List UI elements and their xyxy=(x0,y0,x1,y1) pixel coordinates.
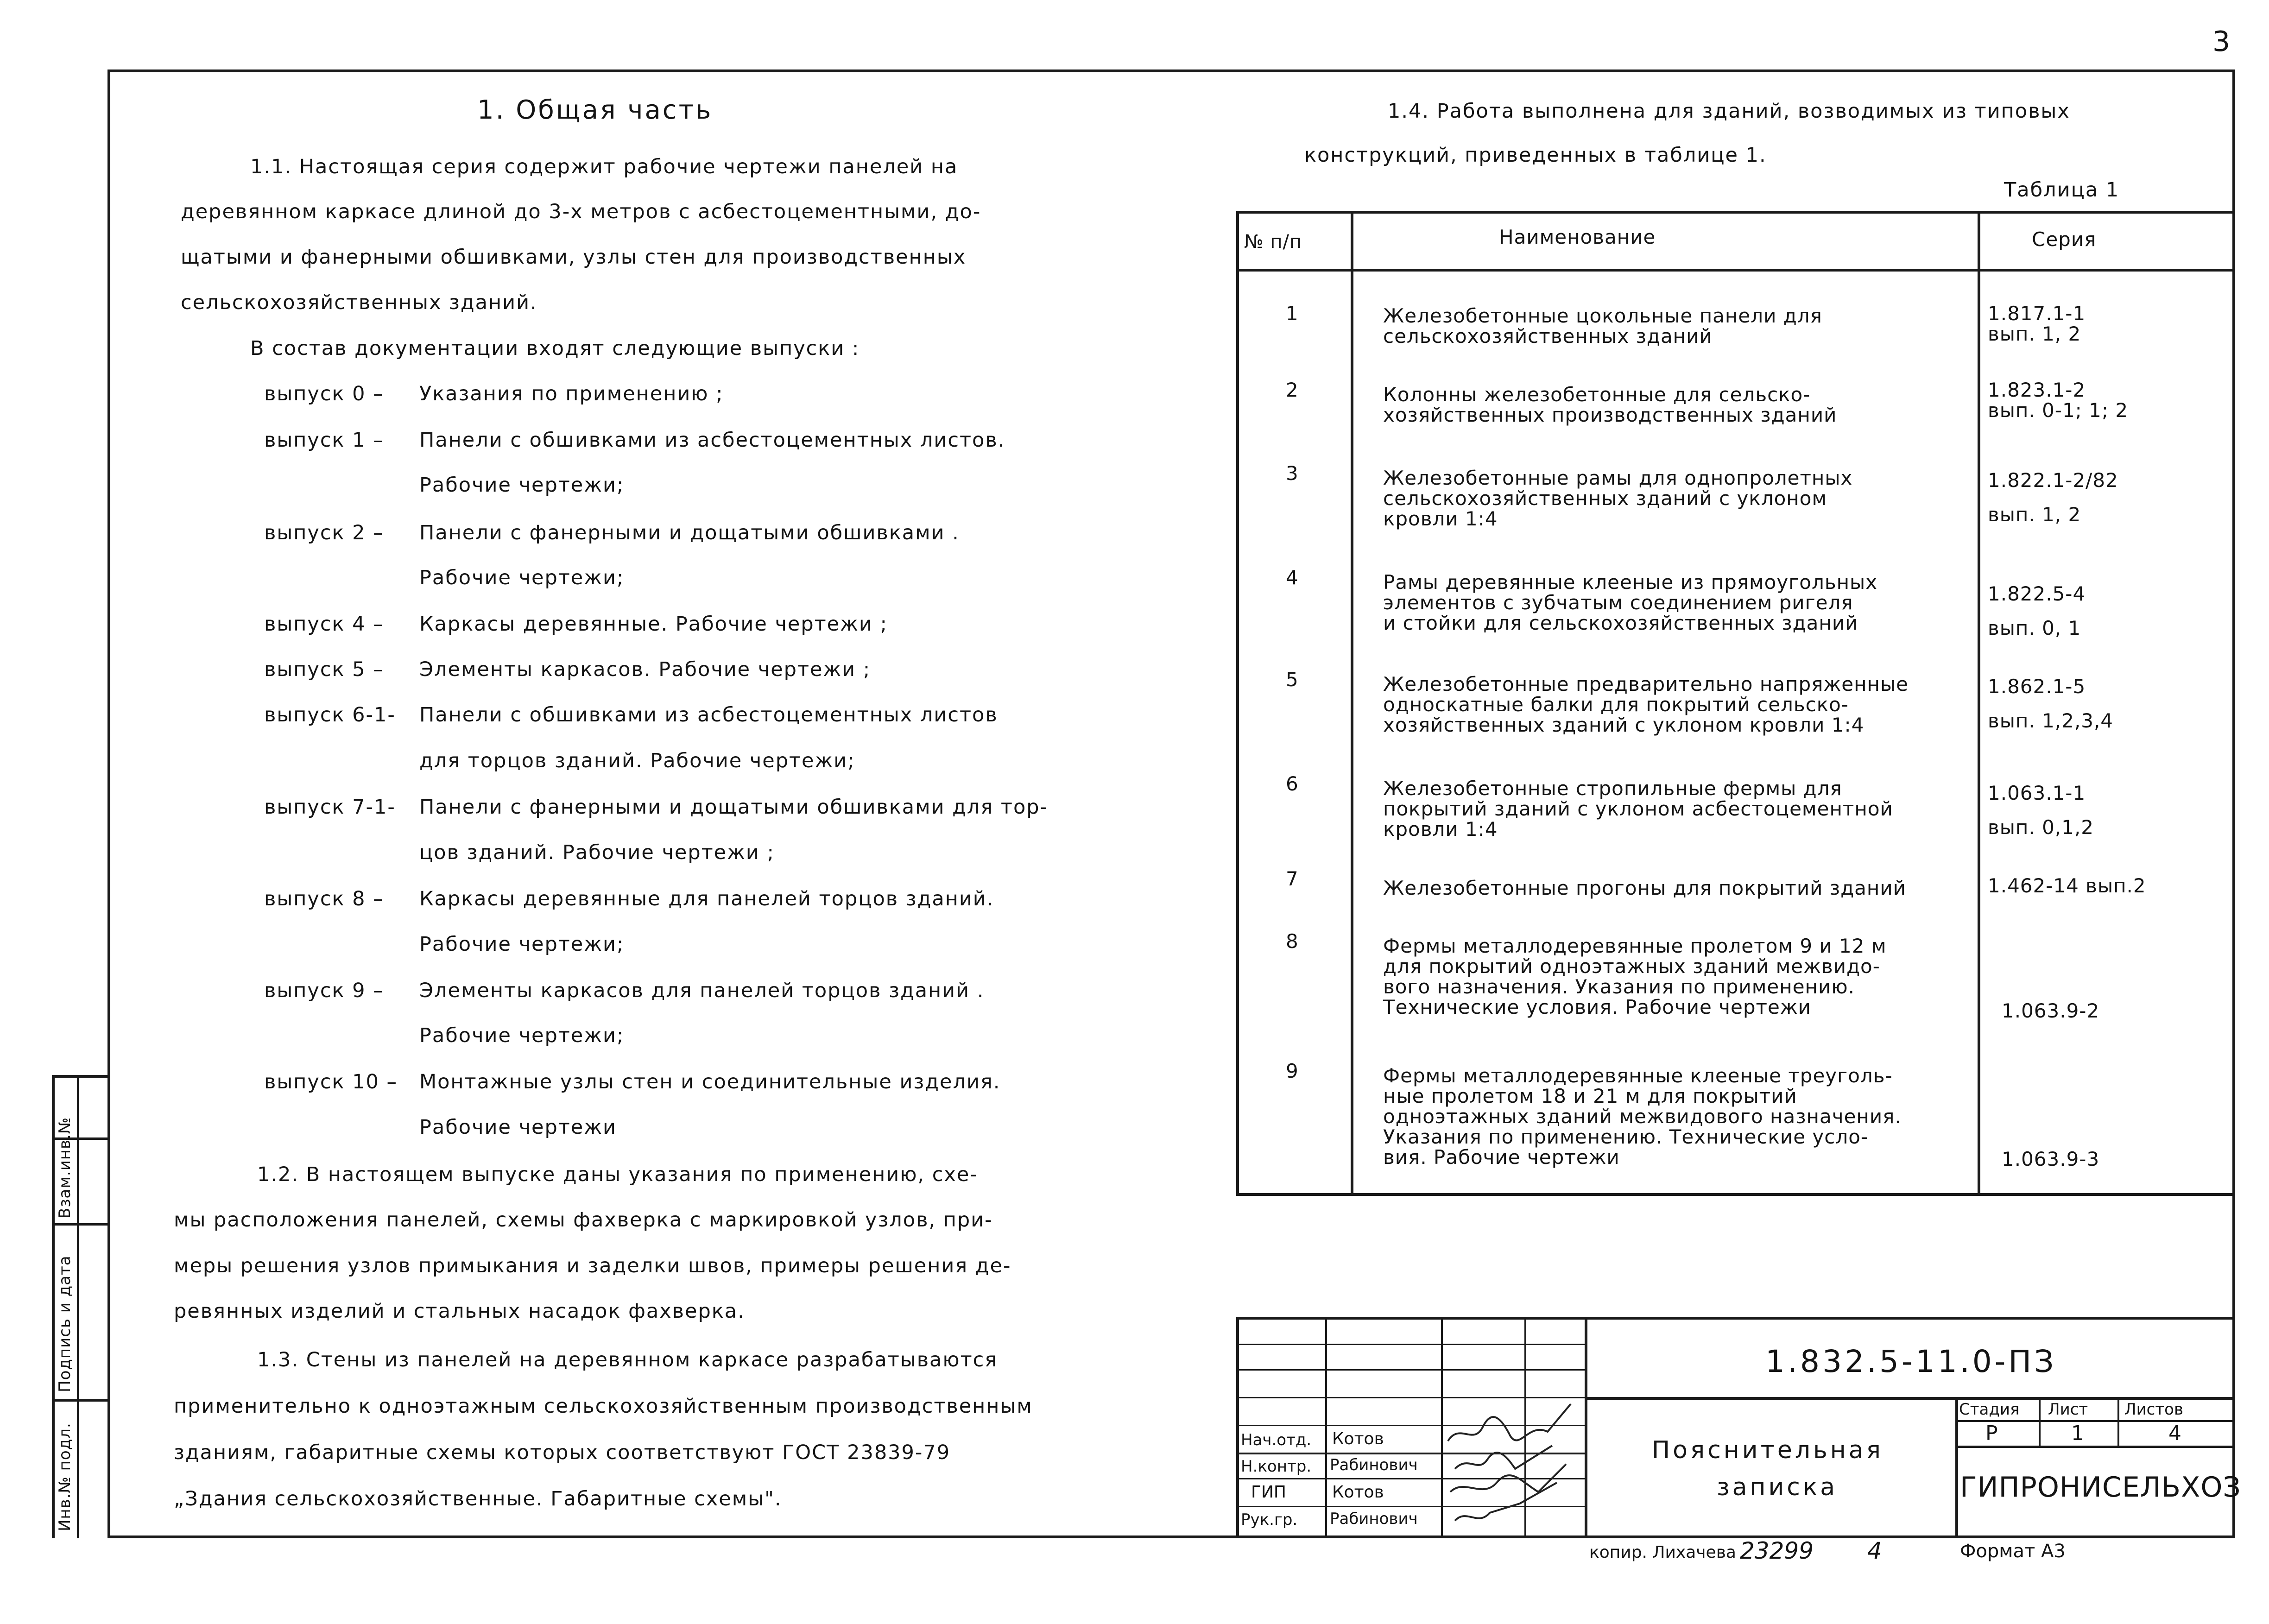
issue-0-label: выпуск 0 – xyxy=(264,382,384,405)
side-strip-top xyxy=(52,1075,109,1078)
stamp-stage-h2 xyxy=(1955,1446,2232,1448)
stamp-main-divider xyxy=(1585,1317,1587,1538)
row-4-series-line-2: вып. 0, 1 xyxy=(1988,617,2081,639)
stage-header: Стадия xyxy=(1959,1400,2020,1419)
issue-10-text-2: Рабочие чертежи xyxy=(419,1116,617,1139)
row-8-name-line-4: Технические условия. Рабочие чертежи xyxy=(1383,996,1811,1018)
row-3-series-line-1: 1.822.1-2/82 xyxy=(1988,469,2118,492)
role-head-dept: Нач.отд. xyxy=(1241,1431,1312,1449)
sheet-header: Лист xyxy=(2048,1400,2088,1419)
issue-8-label: выпуск 8 – xyxy=(264,887,384,910)
table-row-8-name xyxy=(1383,936,1887,1017)
table-row-6-name xyxy=(1383,778,1893,840)
table-row-6-num: 6 xyxy=(1286,772,1299,795)
row-8-name-line-3: вого назначения. Указания по применению. xyxy=(1383,975,1855,998)
row-9-name-line-2: ные пролетом 18 и 21 м для покрытий xyxy=(1383,1085,1797,1107)
table-row-7-name: Железобетонные прогоны для покрытий зданий xyxy=(1383,877,1906,899)
stamp-grid-v1 xyxy=(1325,1317,1327,1538)
row-4-name-line-1: Рамы деревянные клееные из прямоугольных xyxy=(1383,571,1878,594)
row-9-name-line-5: вия. Рабочие чертежи xyxy=(1383,1146,1620,1169)
row-9-name-line-1: Фермы металлодеревянные клееные треуголь- xyxy=(1383,1064,1893,1087)
p12-line-4: ревянных изделий и стальных насадок фахверка. xyxy=(174,1300,745,1323)
table-header-name: Наименование xyxy=(1499,226,1656,248)
row-9-name-line-4: Указания по применению. Технические усло- xyxy=(1383,1125,1869,1148)
table-row-9-name xyxy=(1383,1066,1902,1168)
p13-line-3: зданиям, габаритные схемы которых соответствуют ГОСТ 23839-79 xyxy=(174,1441,951,1464)
p12-line-2: мы расположения панелей, схемы фахверка с маркировкой узлов, при- xyxy=(174,1208,993,1232)
side-strip-line xyxy=(52,1075,55,1538)
issue-2-label: выпуск 2 – xyxy=(264,521,384,544)
table-row-3-series xyxy=(1988,463,2118,532)
row-4-name-line-2: элементов с зубчатым соединением ригеля xyxy=(1383,591,1853,614)
table-row-6-series xyxy=(1988,776,2094,845)
name-head-dept: Котов xyxy=(1332,1429,1384,1448)
name-group-head: Рабинович xyxy=(1330,1510,1418,1528)
p11-line-1: 1.1. Настоящая серия содержит рабочие чертежи панелей на xyxy=(250,155,958,178)
row-6-name-line-1: Железобетонные стропильные фермы для xyxy=(1383,777,1842,800)
side-label-signature: Подпись и дата xyxy=(56,1255,74,1392)
issue-7-text-1: Панели с фанерными и дощатыми обшивками для тор- xyxy=(419,796,1049,819)
table-row-7-num: 7 xyxy=(1286,867,1299,890)
row-3-series-line-2: вып. 1, 2 xyxy=(1988,503,2081,526)
stamp-grid-h3 xyxy=(1236,1397,1585,1398)
issue-5-text: Элементы каркасов. Рабочие чертежи ; xyxy=(419,658,871,681)
role-chief-engineer: ГИП xyxy=(1251,1483,1286,1502)
sheets-header: Листов xyxy=(2124,1400,2184,1419)
row-6-name-line-3: кровли 1:4 xyxy=(1383,818,1498,840)
row-5-series-line-1: 1.862.1-5 xyxy=(1988,675,2086,698)
table-row-8-series: 1.063.9-2 xyxy=(2002,999,2100,1022)
table-row-1-num: 1 xyxy=(1286,302,1299,325)
stamp-left xyxy=(1236,1317,1239,1538)
table-row-5-series xyxy=(1988,670,2113,738)
stamp-code-bottom xyxy=(1585,1397,2232,1400)
p12-line-3: меры решения узлов примыкания и заделки швов, примеры решения де- xyxy=(174,1254,1011,1277)
row-1-series-line-2: вып. 1, 2 xyxy=(1988,322,2081,345)
stamp-top xyxy=(1236,1317,2232,1320)
row-2-name-line-1: Колонны железобетонные для сельско- xyxy=(1383,383,1811,406)
table-left-border xyxy=(1236,211,1239,1195)
table-row-2-name xyxy=(1383,385,1837,425)
issues-intro: В состав документации входят следующие выпуски : xyxy=(250,337,860,360)
row-2-name-line-2: хозяйственных производственных зданий xyxy=(1383,404,1837,426)
stamp-grid-h1 xyxy=(1236,1344,1585,1345)
table-bottom-border xyxy=(1236,1193,2232,1196)
issue-6-label: выпуск 6-1- xyxy=(264,703,396,727)
issue-10-label: выпуск 10 – xyxy=(264,1070,398,1093)
row-1-name-line-2: сельскохозяйственных зданий xyxy=(1383,325,1713,348)
table-caption: Таблица 1 xyxy=(2004,178,2120,202)
side-strip-sep1 xyxy=(52,1399,109,1402)
issue-7-label: выпуск 7-1- xyxy=(264,796,396,819)
issue-4-text: Каркасы деревянные. Рабочие чертежи ; xyxy=(419,613,888,636)
signature-scribbles xyxy=(1441,1399,1575,1538)
name-chief-engineer: Котов xyxy=(1332,1483,1384,1502)
table-row-3-name xyxy=(1383,468,1852,529)
issue-6-text-2: для торцов зданий. Рабочие чертежи; xyxy=(419,749,855,772)
sheet-value: 1 xyxy=(2071,1422,2084,1445)
issue-9-text-1: Элементы каркасов для панелей торцов зданий . xyxy=(419,979,985,1002)
table-col-divider-1 xyxy=(1351,211,1353,1195)
table-row-1-series xyxy=(1988,303,2086,344)
row-3-name-line-3: кровли 1:4 xyxy=(1383,507,1498,530)
side-strip-divider xyxy=(77,1075,79,1538)
issue-8-text-1: Каркасы деревянные для панелей торцов зданий. xyxy=(419,887,994,910)
p13-line-2: применительно к одноэтажным сельскохозяйственным производственным xyxy=(174,1395,1033,1418)
row-5-name-line-3: хозяйственных зданий с уклоном кровли 1:4 xyxy=(1383,714,1864,736)
row-8-name-line-1: Фермы металлодеревянные пролетом 9 и 12 м xyxy=(1383,935,1887,957)
issue-4-label: выпуск 4 – xyxy=(264,613,384,636)
row-9-name-line-3: одноэтажных зданий межвидового назначения. xyxy=(1383,1105,1902,1128)
table-row-1-name xyxy=(1383,306,1822,347)
copier-number: 23299 xyxy=(1740,1537,1814,1564)
row-3-name-line-1: Железобетонные рамы для однопролетных xyxy=(1383,467,1853,489)
row-5-series-line-2: вып. 1,2,3,4 xyxy=(1988,709,2114,732)
doc-title-line-1: Пояснительная xyxy=(1652,1436,1883,1464)
page-number: 3 xyxy=(2212,25,2231,58)
table-row-4-name xyxy=(1383,572,1877,633)
p11-line-2: деревянном каркасе длиной до 3-х метров с асбестоцементными, до- xyxy=(181,200,981,223)
issue-2-text-1: Панели с фанерными и дощатыми обшивками . xyxy=(419,521,960,544)
copier-label: копир. Лихачева xyxy=(1589,1543,1736,1562)
row-4-name-line-3: и стойки для сельскохозяйственных зданий xyxy=(1383,612,1858,634)
p14-line-1: 1.4. Работа выполнена для зданий, возводимых из типовых xyxy=(1388,100,2070,123)
role-group-head: Рук.гр. xyxy=(1241,1510,1298,1529)
table-row-9-num: 9 xyxy=(1286,1060,1299,1082)
row-6-series-line-1: 1.063.1-1 xyxy=(1988,782,2086,804)
issue-1-text-1: Панели с обшивками из асбестоцементных листов. xyxy=(419,429,1005,452)
table-row-5-num: 5 xyxy=(1286,668,1299,691)
side-label-inv: Инв.№ подл. xyxy=(56,1422,74,1531)
table-row-4-num: 4 xyxy=(1286,566,1299,589)
table-top-border xyxy=(1236,211,2232,214)
table-col-divider-2 xyxy=(1978,211,1980,1195)
table-row-2-num: 2 xyxy=(1286,379,1299,401)
table-row-2-series xyxy=(1988,380,2128,421)
p14-line-2: конструкций, приведенных в таблице 1. xyxy=(1304,144,1767,167)
table-header-bottom xyxy=(1236,269,2232,272)
table-row-4-series xyxy=(1988,577,2086,645)
row-6-series-line-2: вып. 0,1,2 xyxy=(1988,816,2094,839)
side-label-replace: Взам.инв.№ xyxy=(56,1117,74,1219)
copier-extra: 4 xyxy=(1867,1537,1882,1564)
p12-line-1: 1.2. В настоящем выпуске даны указания по применению, схе- xyxy=(257,1163,978,1186)
issue-0-text: Указания по применению ; xyxy=(419,382,724,405)
sheets-value: 4 xyxy=(2168,1422,2181,1445)
role-norm-control: Н.контр. xyxy=(1241,1457,1312,1476)
p13-line-4: „Здания сельскохозяйственные. Габаритные схемы". xyxy=(174,1487,782,1510)
issue-5-label: выпуск 5 – xyxy=(264,658,384,681)
name-norm-control: Рабинович xyxy=(1330,1456,1418,1474)
p11-line-3: щатыми и фанерными обшивками, узлы стен для производственных xyxy=(181,246,967,269)
row-8-name-line-2: для покрытий одноэтажных зданий межвидо- xyxy=(1383,955,1880,978)
row-5-name-line-1: Железобетонные предварительно напряженные xyxy=(1383,673,1909,695)
row-2-series-line-2: вып. 0-1; 1; 2 xyxy=(1988,399,2129,422)
row-2-series-line-1: 1.823.1-2 xyxy=(1988,379,2086,401)
doc-title-line-2: записка xyxy=(1717,1473,1838,1501)
issue-1-label: выпуск 1 – xyxy=(264,429,384,452)
issue-9-label: выпуск 9 – xyxy=(264,979,384,1002)
stamp-right-divider xyxy=(1955,1397,1958,1538)
row-1-series-line-1: 1.817.1-1 xyxy=(1988,302,2086,325)
stamp-grid-h2 xyxy=(1236,1369,1585,1371)
issue-8-text-2: Рабочие чертежи; xyxy=(419,933,625,956)
p11-line-4: сельскохозяйственных зданий. xyxy=(181,291,537,314)
issue-7-text-2: цов зданий. Рабочие чертежи ; xyxy=(419,841,775,864)
document-code: 1.832.5-11.0-ПЗ xyxy=(1765,1344,2057,1379)
table-row-5-name xyxy=(1383,674,1909,735)
table-row-7-series: 1.462-14 вып.2 xyxy=(1988,874,2146,897)
stage-value: Р xyxy=(1985,1422,1998,1445)
stamp-stage-v1 xyxy=(2039,1397,2041,1446)
table-row-9-series: 1.063.9-3 xyxy=(2002,1148,2100,1170)
table-header-series: Серия xyxy=(2032,228,2097,251)
side-strip-sep2 xyxy=(52,1223,109,1226)
table-row-8-num: 8 xyxy=(1286,930,1299,953)
row-4-series-line-1: 1.822.5-4 xyxy=(1988,582,2086,605)
row-5-name-line-2: односкатные балки для покрытий сельско- xyxy=(1383,693,1849,716)
table-header-num: № п/п xyxy=(1244,231,1302,253)
stamp-stage-v2 xyxy=(2117,1397,2119,1446)
row-3-name-line-2: сельскохозяйственных зданий с уклоном xyxy=(1383,487,1827,510)
issue-10-text-1: Монтажные узлы стен и соединительные изделия. xyxy=(419,1070,1001,1093)
issue-1-text-2: Рабочие чертежи; xyxy=(419,474,625,497)
issue-2-text-2: Рабочие чертежи; xyxy=(419,566,625,589)
row-1-name-line-1: Железобетонные цокольные панели для xyxy=(1383,304,1822,327)
row-6-name-line-2: покрытий зданий с уклоном асбестоцементной xyxy=(1383,797,1893,820)
table-row-3-num: 3 xyxy=(1286,462,1299,485)
p13-line-1: 1.3. Стены из панелей на деревянном каркасе разрабатываются xyxy=(257,1348,998,1371)
section-heading: 1. Общая часть xyxy=(477,95,713,125)
paper-format: Формат А3 xyxy=(1960,1541,2066,1562)
issue-6-text-1: Панели с обшивками из асбестоцементных листов xyxy=(419,703,998,727)
organization-name: ГИПРОНИСЕЛЬХОЗ xyxy=(1960,1471,2241,1504)
issue-9-text-2: Рабочие чертежи; xyxy=(419,1024,625,1047)
